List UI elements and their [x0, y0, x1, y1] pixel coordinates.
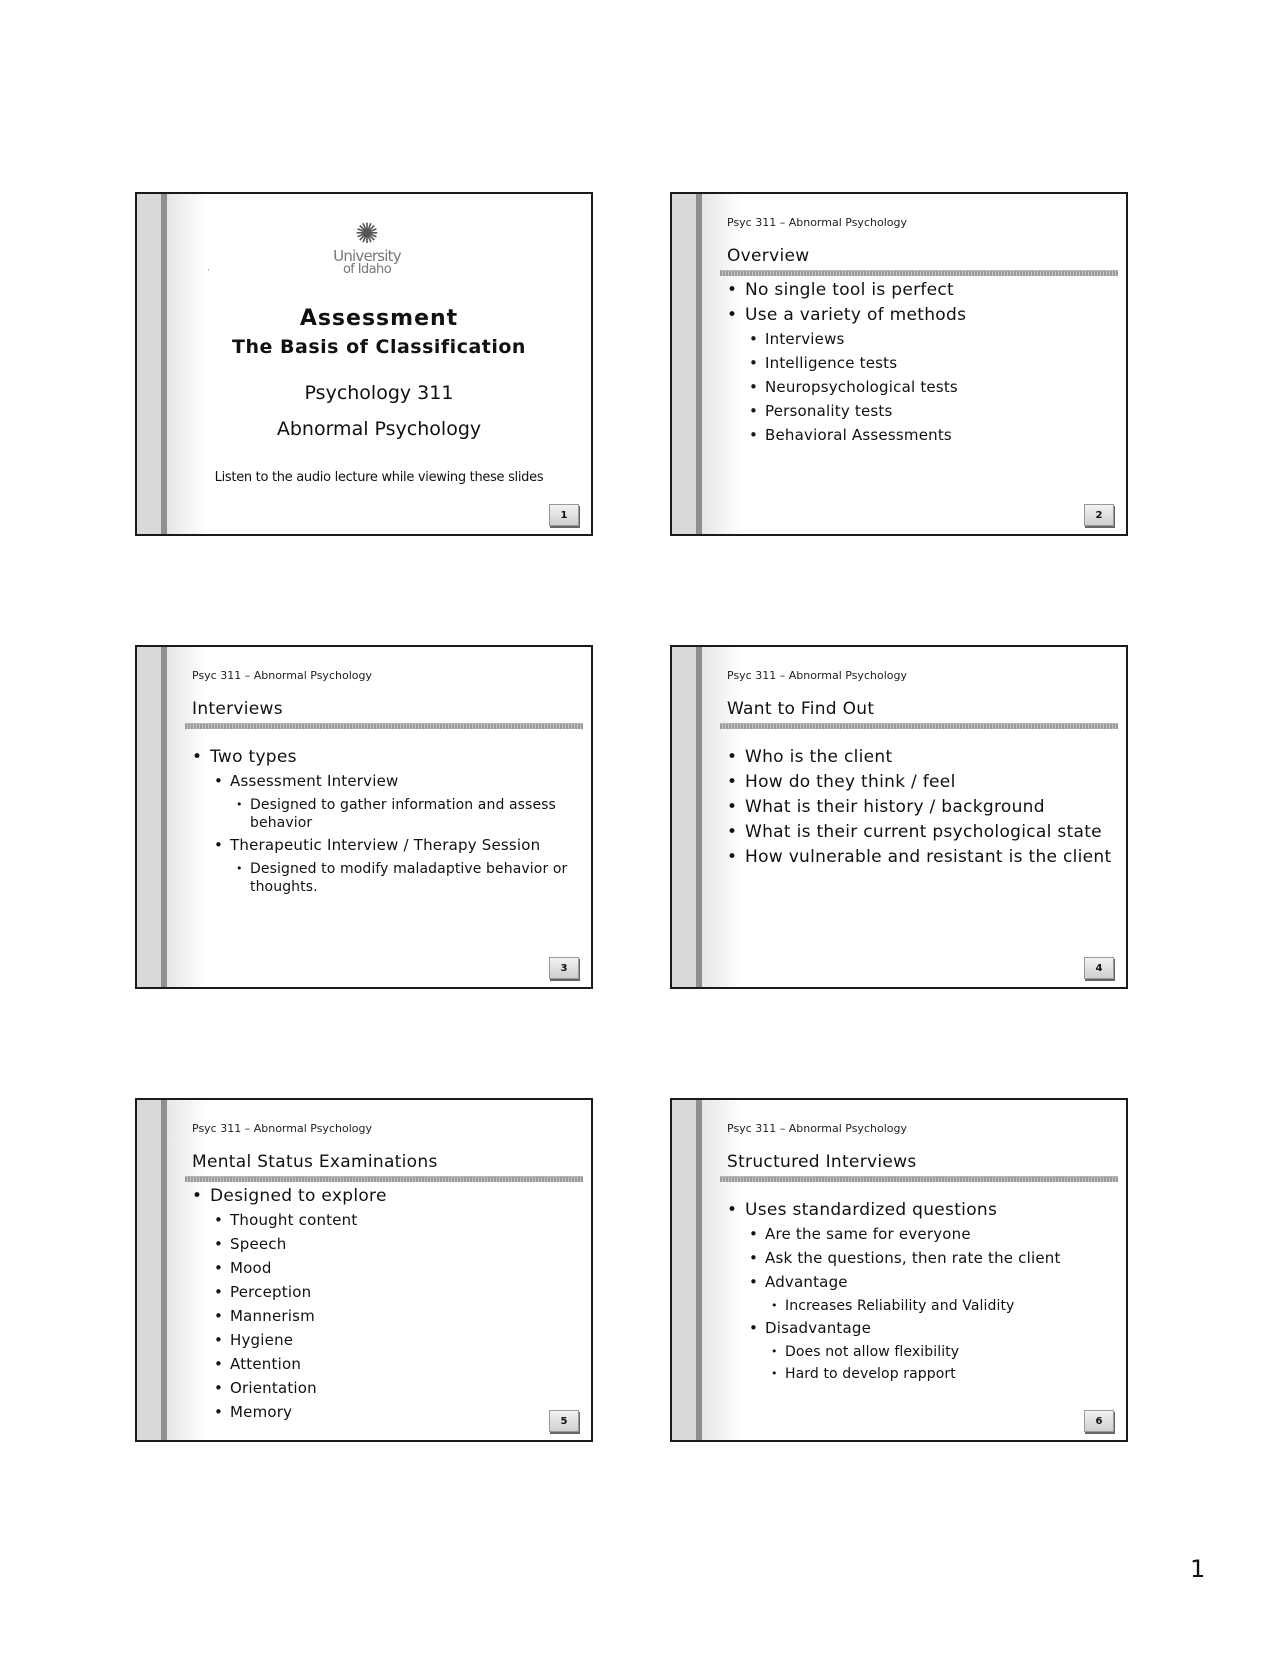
sub-bullet: • Attention — [192, 1355, 577, 1373]
bullet: • Two types — [192, 747, 577, 768]
slide-title: Want to Find Out — [727, 699, 875, 719]
bullet: • Who is the client — [727, 747, 1112, 768]
slide-title: Interviews — [192, 699, 283, 719]
course-number: Psychology 311 — [304, 382, 454, 404]
logo-seal-icon: ✺ — [355, 217, 379, 250]
sub-bullet: • Orientation — [192, 1379, 577, 1397]
title-divider — [720, 1176, 1118, 1182]
slide-number: 2 — [1084, 504, 1114, 526]
sub-bullet: • Assessment Interview — [192, 772, 577, 790]
sub-bullet: • Mood — [192, 1259, 577, 1277]
slide-note: Listen to the audio lecture while viewing these slides — [214, 470, 544, 485]
slide-header: Psyc 311 – Abnormal Psychology — [727, 669, 907, 682]
slide-subtitle: The Basis of Classification — [232, 336, 526, 358]
slide-number: 5 — [549, 1410, 579, 1432]
sub-sub-bullet: • Designed to modify maladaptive behavior or thoughts. — [192, 860, 577, 896]
sub-bullet: • Mannerism — [192, 1307, 577, 1325]
sub-bullet: • Hygiene — [192, 1331, 577, 1349]
sub-bullet: • Intelligence tests — [727, 354, 1112, 372]
logo-text-1: University — [333, 247, 401, 265]
university-logo — [322, 219, 412, 276]
sub-bullet: • Advantage — [727, 1273, 1112, 1291]
slide-side-bar — [137, 647, 167, 987]
slide-body — [727, 1200, 1112, 1387]
slide-number: 6 — [1084, 1410, 1114, 1432]
slide-body — [192, 747, 577, 900]
slide-number: 4 — [1084, 957, 1114, 979]
sub-sub-bullet: • Hard to develop rapport — [727, 1365, 1112, 1383]
bullet: • What is their history / background — [727, 797, 1112, 818]
title-divider — [185, 1176, 583, 1182]
slide-title: Assessment — [299, 306, 459, 331]
course-name: Abnormal Psychology — [276, 418, 482, 440]
slide-title: Structured Interviews — [727, 1152, 917, 1172]
sub-bullet: • Speech — [192, 1235, 577, 1253]
sub-bullet: • Behavioral Assessments — [727, 426, 1112, 444]
slide-1: · ✺ University of Idaho Assessment The Basis of Classification Psychology 311 Abnormal Psychology Listen to the audio lecture while viewing these slides 1 — [135, 192, 593, 536]
sub-sub-bullet: • Does not allow flexibility — [727, 1343, 1112, 1361]
slide-6 — [670, 1098, 1128, 1442]
sub-bullet: • Neuropsychological tests — [727, 378, 1112, 396]
title-divider — [720, 723, 1118, 729]
sub-sub-bullet: • Increases Reliability and Validity — [727, 1297, 1112, 1315]
slide-title: Mental Status Examinations — [192, 1152, 438, 1172]
slide-2 — [670, 192, 1128, 536]
slide-body — [727, 747, 1112, 872]
sub-bullet: • Thought content — [192, 1211, 577, 1229]
slide-body — [192, 1186, 577, 1427]
bullet: • Uses standardized questions — [727, 1200, 1112, 1221]
slide-number: 1 — [549, 504, 579, 526]
slide-side-bar — [137, 194, 167, 534]
bullet: • What is their current psychological state — [727, 822, 1112, 843]
title-divider — [185, 723, 583, 729]
slide-title: Overview — [727, 246, 810, 266]
slide-side-bar — [672, 1100, 702, 1440]
slide-header: Psyc 311 – Abnormal Psychology — [727, 1122, 907, 1135]
slide-side-bar — [672, 647, 702, 987]
slide-side-bar — [137, 1100, 167, 1440]
sub-bullet: • Ask the questions, then rate the client — [727, 1249, 1112, 1267]
bullet: • How do they think / feel — [727, 772, 1112, 793]
slide-header: Psyc 311 – Abnormal Psychology — [727, 216, 907, 229]
slide-body — [727, 280, 1112, 450]
sub-bullet: • Interviews — [727, 330, 1112, 348]
sub-sub-bullet: • Designed to gather information and assess behavior — [192, 796, 577, 832]
sub-bullet: • Therapeutic Interview / Therapy Session — [192, 836, 577, 854]
bullet: • Use a variety of methods — [727, 305, 1112, 326]
slide-side-bar — [672, 194, 702, 534]
slide-header: Psyc 311 – Abnormal Psychology — [192, 669, 372, 682]
slide-4 — [670, 645, 1128, 989]
slide-header: Psyc 311 – Abnormal Psychology — [192, 1122, 372, 1135]
slide-3 — [135, 645, 593, 989]
bullet: • Designed to explore — [192, 1186, 577, 1207]
logo-text-2: of Idaho — [342, 262, 392, 277]
bullet: • No single tool is perfect — [727, 280, 1112, 301]
sub-bullet: • Personality tests — [727, 402, 1112, 420]
sub-bullet: • Perception — [192, 1283, 577, 1301]
slide-5 — [135, 1098, 593, 1442]
sub-bullet: • Memory — [192, 1403, 577, 1421]
slide-number: 3 — [549, 957, 579, 979]
sub-bullet: • Are the same for everyone — [727, 1225, 1112, 1243]
sub-bullet: • Disadvantage — [727, 1319, 1112, 1337]
title-divider — [720, 270, 1118, 276]
bullet: • How vulnerable and resistant is the client — [727, 847, 1112, 868]
page-number: 1 — [1190, 1555, 1206, 1583]
